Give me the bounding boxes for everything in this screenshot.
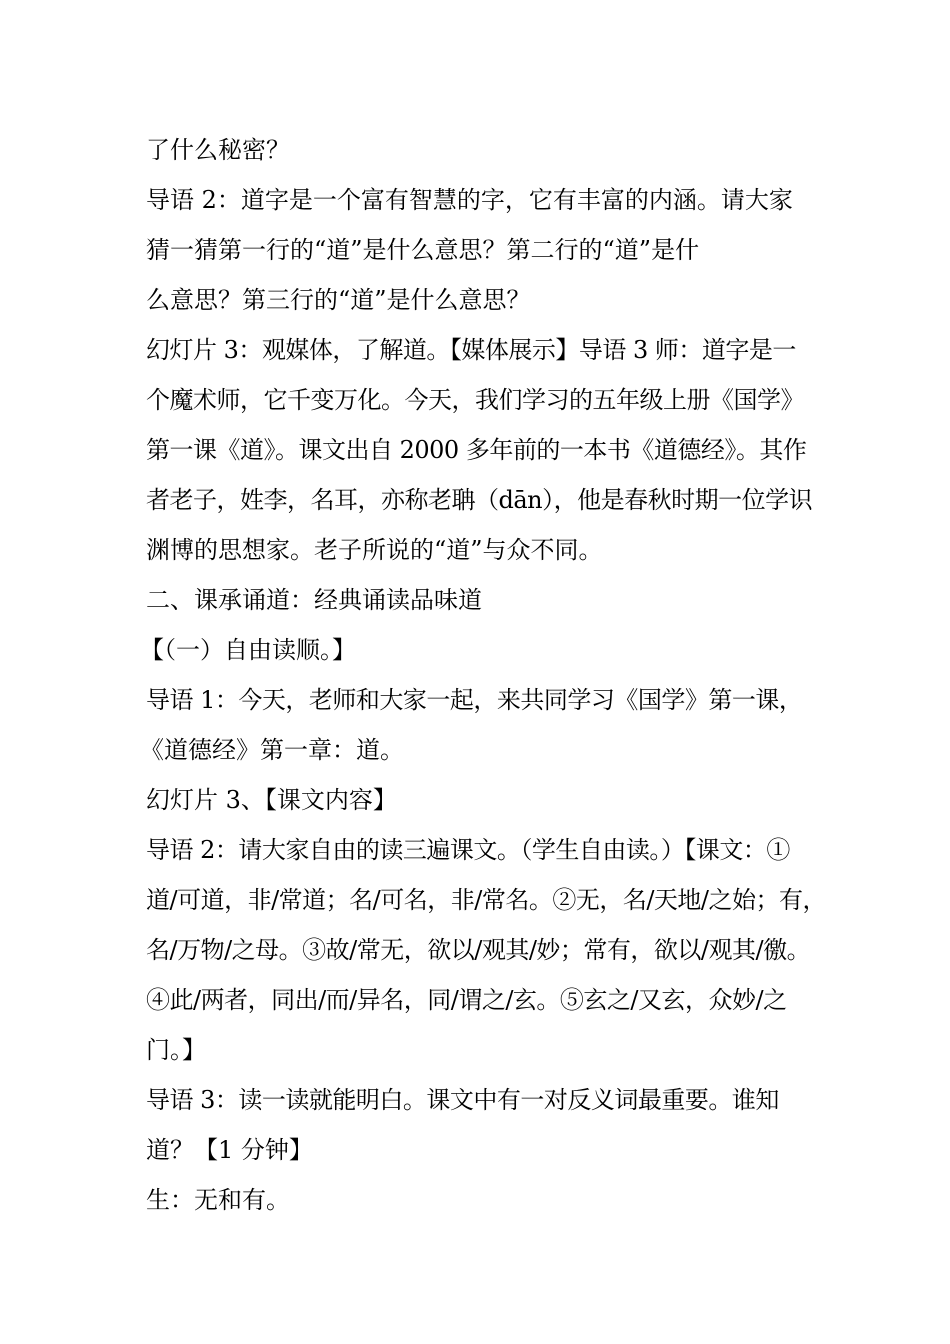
text-line: 幻灯片 3：观媒体，了解道。【媒体展示】导语 3 师：道字是一 xyxy=(146,336,796,364)
text-line: 个魔术师，它千变万化。今天，我们学习的五年级上册《国学》 xyxy=(146,386,804,414)
document-body xyxy=(140,125,827,1225)
text-line: 渊博的思想家。老子所说的“道”与众不同。 xyxy=(146,536,603,564)
text-line: 者老子，姓李，名耳，亦称老聃（dān），他是春秋时期一位学识 xyxy=(146,486,813,514)
text-line: 么意思？第三行的“道”是什么意思？ xyxy=(146,286,531,314)
text-line: 导语 2：道字是一个富有智慧的字，它有丰富的内涵。请大家 xyxy=(146,186,793,214)
text-line: ④此/两者，同出/而/异名，同/谓之/玄。⑤玄之/又玄，众妙/之 xyxy=(146,986,787,1014)
subsection-heading: 【（一）自由读顺。】 xyxy=(140,636,356,664)
section-heading: 二、课承诵道：经典诵读品味道 xyxy=(146,586,482,614)
text-line: 生：无和有。 xyxy=(146,1186,290,1214)
text-line: 导语 2：请大家自由的读三遍课文。（学生自由读。）【课文：① xyxy=(146,836,790,864)
text-line: 导语 3：读一读就能明白。课文中有一对反义词最重要。谁知 xyxy=(146,1086,779,1114)
text-line: 第一课《道》。课文出自 2000 多年前的一本书《道德经》。其作 xyxy=(146,436,807,464)
text-line: 导语 1：今天，老师和大家一起，来共同学习《国学》第一课， xyxy=(146,686,803,714)
text-line: 猜一猜第一行的“道”是什么意思？第二行的“道”是什 xyxy=(146,236,700,264)
text-line: 道/可道，非/常道；名/可名，非/常名。②无，名/天地/之始；有， xyxy=(146,886,827,914)
text-line: 道？【1 分钟】 xyxy=(146,1136,313,1164)
text-line: 《道德经》第一章：道。 xyxy=(140,736,404,764)
text-line: 了什么秘密？ xyxy=(146,136,290,164)
text-line: 门。】 xyxy=(146,1036,206,1064)
text-line: 幻灯片 3、【课文内容】 xyxy=(146,786,397,814)
text-line: 名/万物/之母。③故/常无，欲以/观其/妙；常有，欲以/观其/徼。 xyxy=(146,936,811,964)
